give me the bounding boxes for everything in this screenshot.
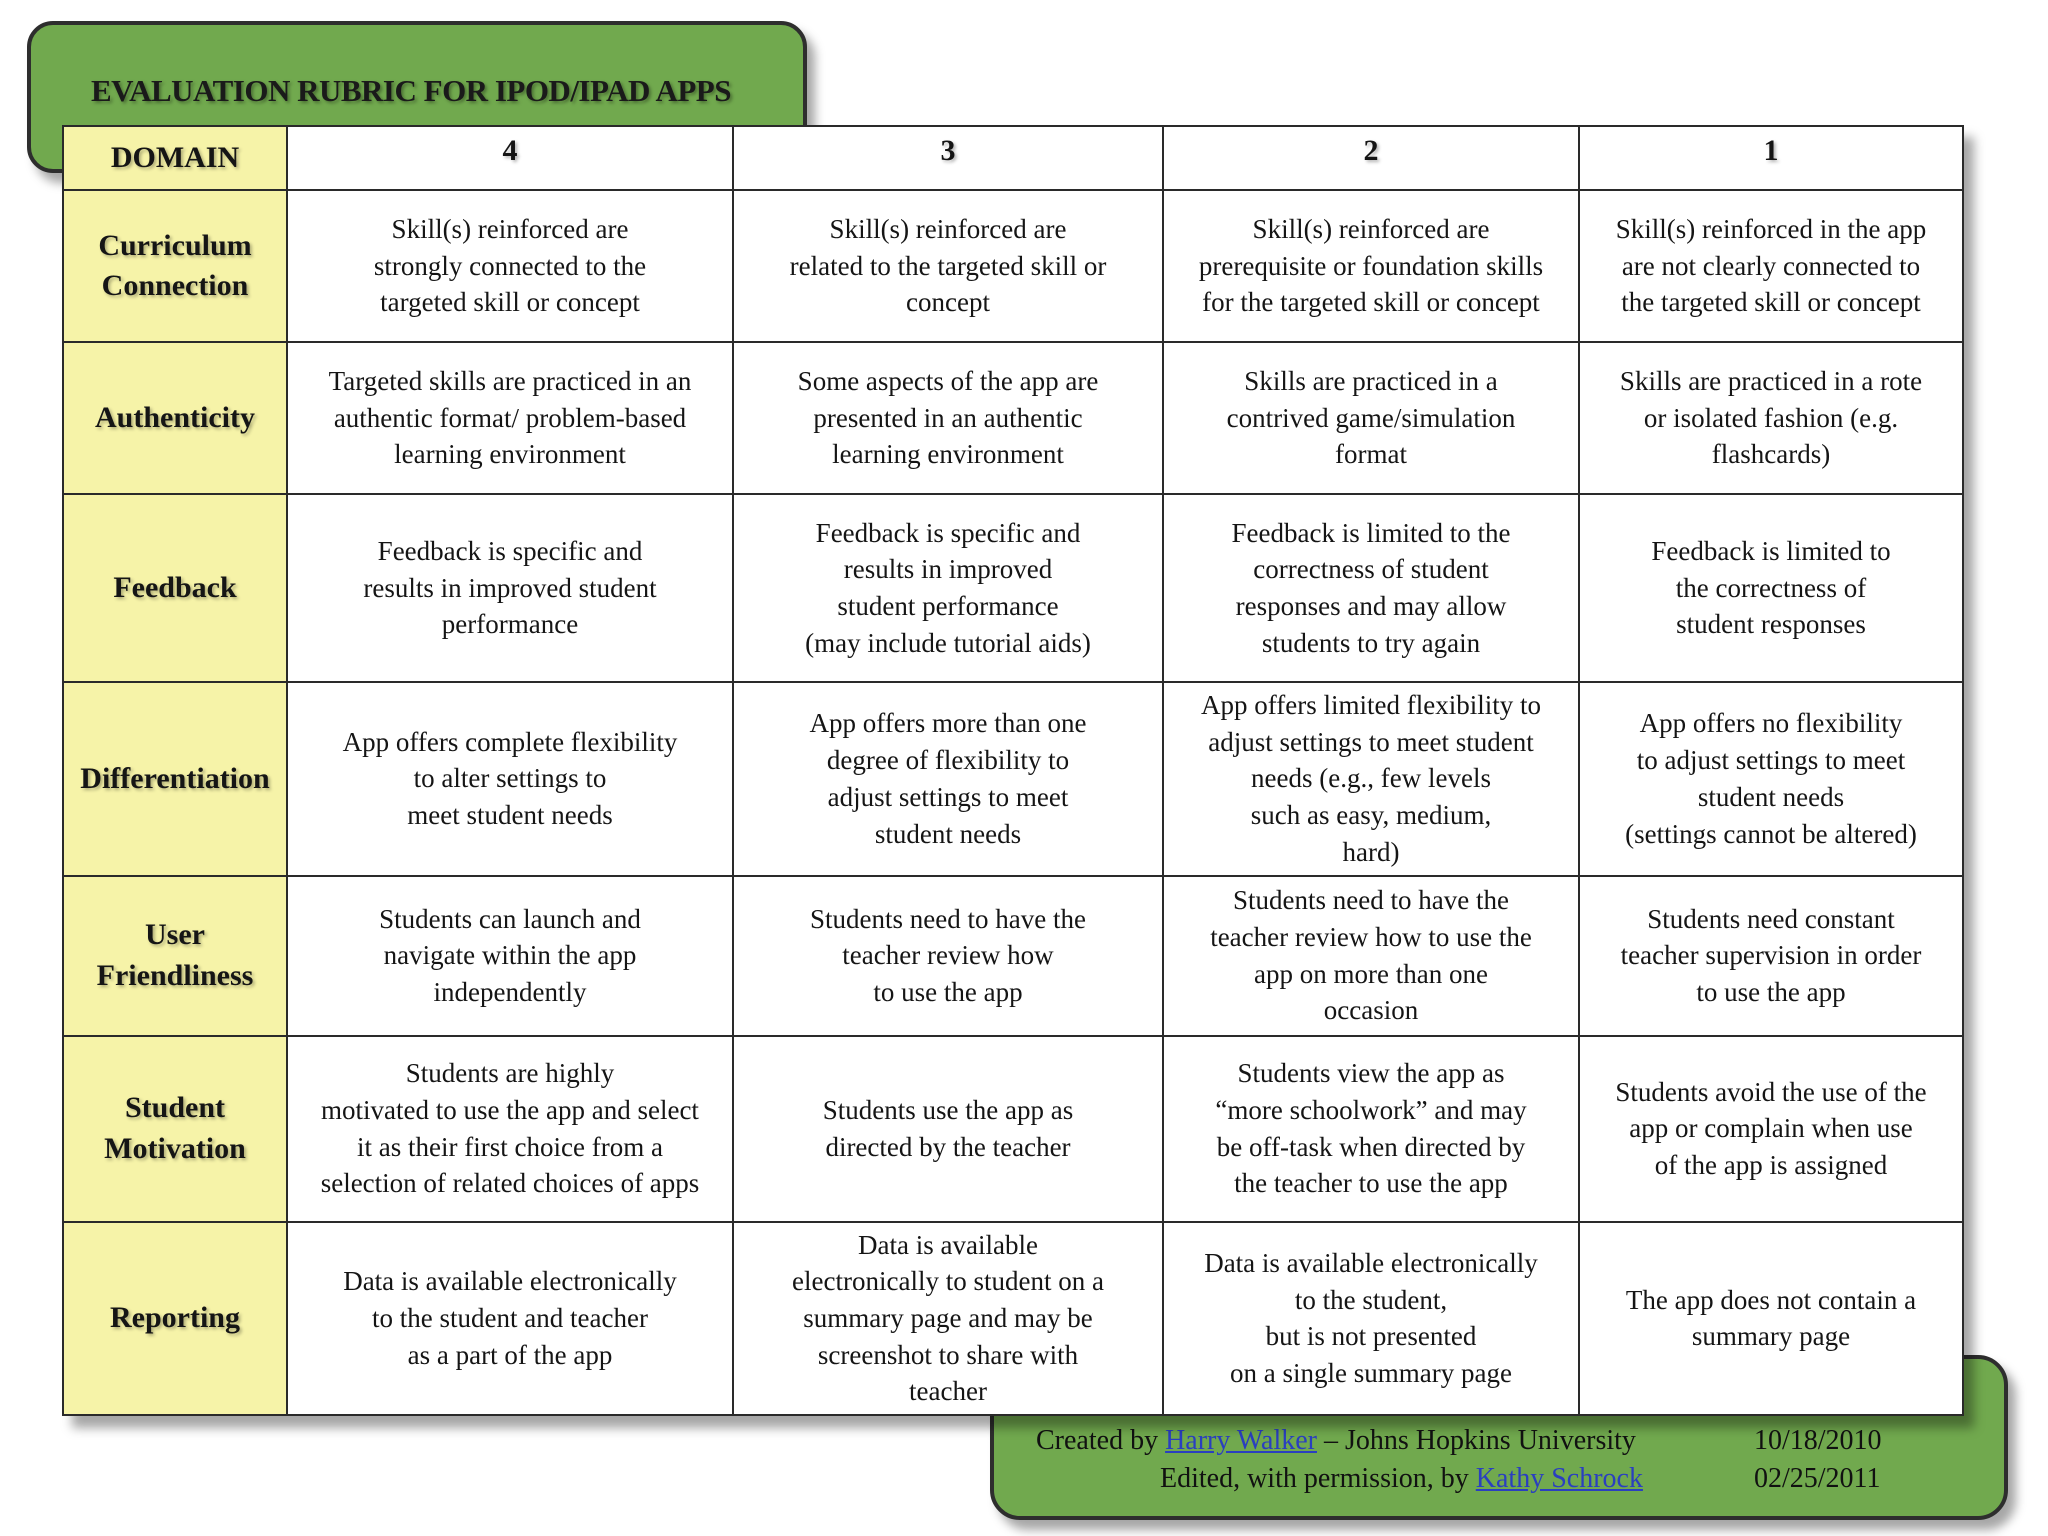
domain-label: Authenticity: [63, 342, 287, 494]
domain-label: Differentiation: [63, 682, 287, 876]
criterion-cell: Some aspects of the app are presented in an authentic learning environment: [733, 342, 1163, 494]
criterion-cell: App offers more than one degree of flexibility to adjust settings to meet student needs: [733, 682, 1163, 876]
criterion-cell: Feedback is specific and results in improved student performance (may include tutorial aids): [733, 494, 1163, 682]
criterion-cell: Data is available electronically to the student and teacher as a part of the app: [287, 1222, 733, 1416]
criterion-cell: Skill(s) reinforced are related to the targeted skill or concept: [733, 190, 1163, 342]
criterion-cell: The app does not contain a summary page: [1579, 1222, 1963, 1416]
domain-label: Feedback: [63, 494, 287, 682]
page-title: EVALUATION RUBRIC FOR IPOD/IPAD APPS: [91, 73, 731, 108]
criterion-cell: App offers no flexibility to adjust settings to meet student needs (settings cannot be altered): [1579, 682, 1963, 876]
criterion-cell: Skills are practiced in a contrived game/simulation format: [1163, 342, 1579, 494]
domain-header: DOMAIN: [63, 126, 287, 190]
criterion-cell: App offers limited flexibility to adjust settings to meet student needs (e.g., few levels such as easy, medium, hard): [1163, 682, 1579, 876]
criterion-cell: Feedback is limited to the correctness of student responses: [1579, 494, 1963, 682]
criterion-cell: Students avoid the use of the app or complain when use of the app is assigned: [1579, 1036, 1963, 1222]
rubric-row-reporting: [63, 1222, 1963, 1416]
score-header-3: 3: [733, 126, 1163, 190]
domain-label: Student Motivation: [63, 1036, 287, 1222]
score-header-1: 1: [1579, 126, 1963, 190]
harry-walker-link[interactable]: Harry Walker: [1165, 1425, 1317, 1456]
criterion-cell: Students need to have the teacher review how to use the app: [733, 876, 1163, 1036]
criterion-cell: Data is available electronically to student on a summary page and may be screenshot to share with teacher: [733, 1222, 1163, 1416]
edited-by-line: [1160, 1463, 1643, 1495]
criterion-cell: Skill(s) reinforced are strongly connected to the targeted skill or concept: [287, 190, 733, 342]
created-date: 10/18/2010: [1754, 1425, 1882, 1456]
score-header-2: 2: [1163, 126, 1579, 190]
edited-date: 02/25/2011: [1754, 1463, 1881, 1494]
rubric-row-curriculum-connection: [63, 190, 1963, 342]
criterion-cell: Students are highly motivated to use the app and select it as their first choice from a selection of related choices of apps: [287, 1036, 733, 1222]
edited-by-prefix: Edited, with permission, by: [1160, 1463, 1469, 1494]
criterion-cell: Skill(s) reinforced in the app are not clearly connected to the targeted skill or concept: [1579, 190, 1963, 342]
rubric-row-authenticity: [63, 342, 1963, 494]
criterion-cell: Skill(s) reinforced are prerequisite or foundation skills for the targeted skill or concept: [1163, 190, 1579, 342]
criterion-cell: Students view the app as “more schoolwork” and may be off-task when directed by the teacher to use the app: [1163, 1036, 1579, 1222]
criterion-cell: Students can launch and navigate within the app independently: [287, 876, 733, 1036]
domain-label: Reporting: [63, 1222, 287, 1416]
domain-label: Curriculum Connection: [63, 190, 287, 342]
criterion-cell: Students use the app as directed by the teacher: [733, 1036, 1163, 1222]
criterion-cell: Students need to have the teacher review how to use the app on more than one occasion: [1163, 876, 1579, 1036]
rubric-row-user-friendliness: [63, 876, 1963, 1036]
criterion-cell: Skills are practiced in a rote or isolated fashion (e.g. flashcards): [1579, 342, 1963, 494]
criterion-cell: Targeted skills are practiced in an authentic format/ problem-based learning environment: [287, 342, 733, 494]
rubric-row-feedback: [63, 494, 1963, 682]
criterion-cell: App offers complete flexibility to alter settings to meet student needs: [287, 682, 733, 876]
header-row: [63, 126, 1963, 190]
created-by-line: [1036, 1425, 1636, 1457]
criterion-cell: Data is available electronically to the student, but is not presented on a single summary page: [1163, 1222, 1579, 1416]
domain-label: User Friendliness: [63, 876, 287, 1036]
criterion-cell: Feedback is limited to the correctness of student responses and may allow students to try again: [1163, 494, 1579, 682]
created-by-affiliation: – Johns Hopkins University: [1324, 1425, 1636, 1456]
rubric-row-student-motivation: [63, 1036, 1963, 1222]
rubric-table: [62, 125, 1964, 1416]
criterion-cell: Feedback is specific and results in improved student performance: [287, 494, 733, 682]
rubric-row-differentiation: [63, 682, 1963, 876]
kathy-schrock-link[interactable]: Kathy Schrock: [1475, 1463, 1643, 1494]
created-by-prefix: Created by: [1036, 1425, 1159, 1456]
score-header-4: 4: [287, 126, 733, 190]
criterion-cell: Students need constant teacher supervision in order to use the app: [1579, 876, 1963, 1036]
